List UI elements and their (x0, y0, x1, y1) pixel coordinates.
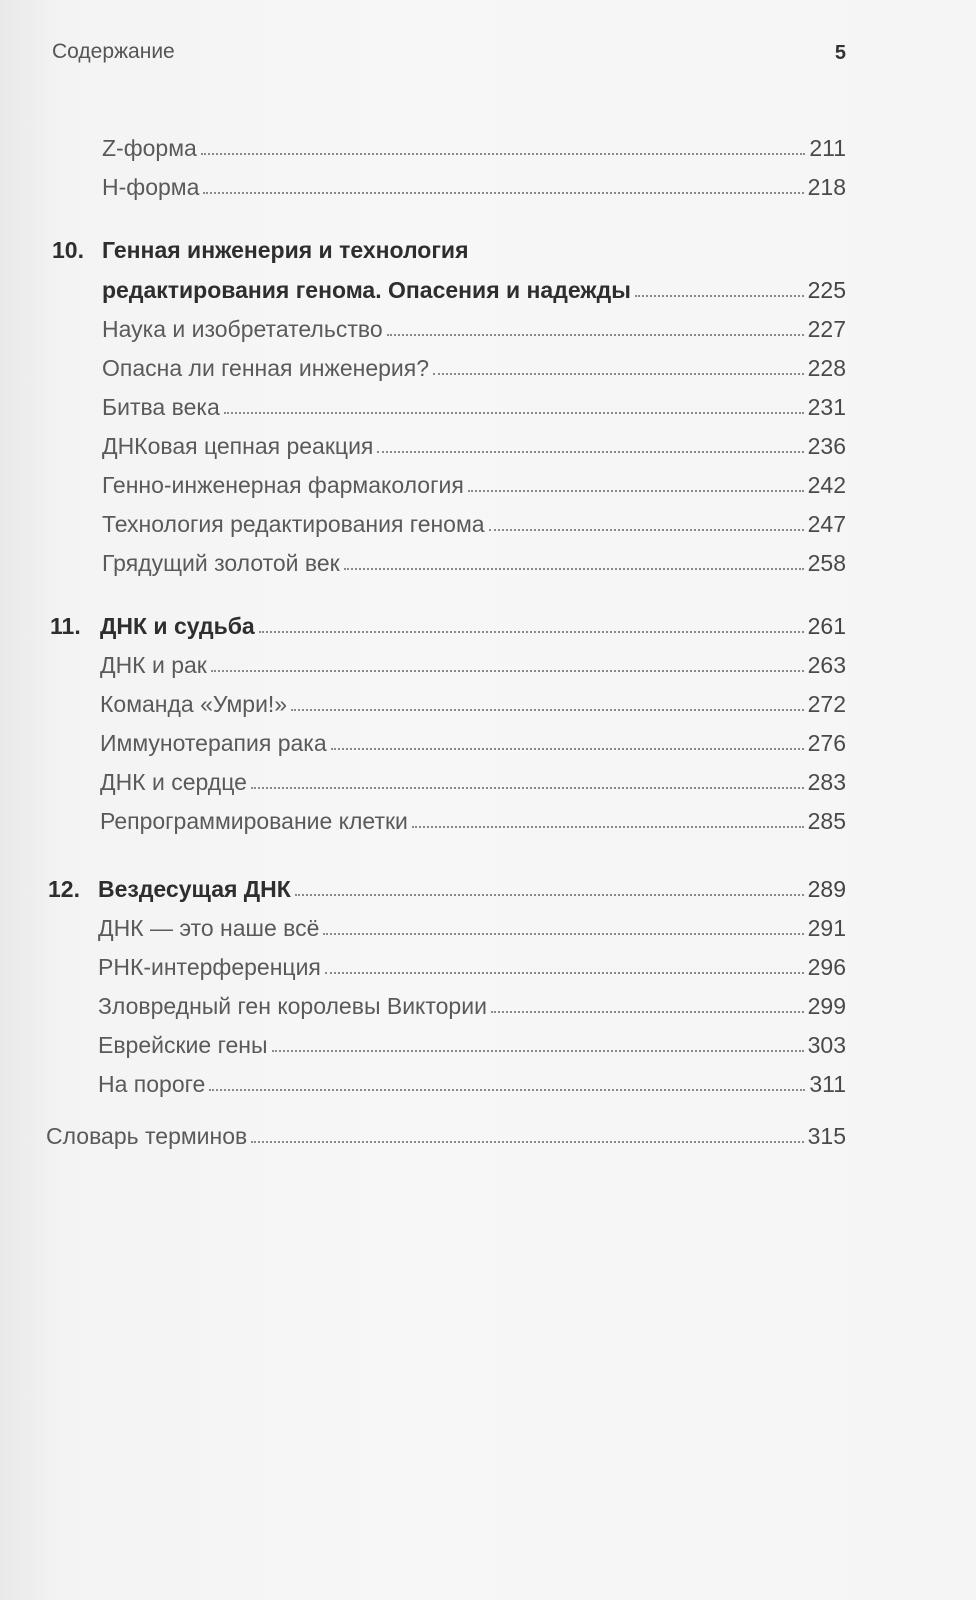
toc-entry[interactable] (100, 684, 846, 718)
dot-leader (259, 631, 804, 633)
toc-entry[interactable] (98, 947, 846, 981)
toc-entry-page: 311 (809, 1071, 846, 1097)
dot-leader (272, 1050, 804, 1052)
toc-entry-title: Битва века (102, 394, 220, 420)
toc-entry[interactable] (102, 504, 846, 538)
toc-entry-page: 291 (807, 915, 846, 941)
dot-leader (295, 894, 804, 896)
toc-entry[interactable] (102, 387, 846, 421)
toc-entry[interactable] (102, 309, 846, 343)
toc-entry[interactable] (102, 426, 846, 460)
dot-leader (325, 972, 804, 974)
toc-chapter-title: редактирования генома. Опасения и надежды (102, 277, 631, 303)
toc-entry-page: 225 (807, 277, 846, 303)
chapter-number: 10. (52, 237, 84, 263)
toc-entry-title: Наука и изобретательство (102, 316, 383, 342)
dot-leader (489, 529, 804, 531)
toc-entry-page: 242 (807, 472, 846, 498)
toc-entry-page: 258 (807, 550, 846, 576)
dot-leader (635, 295, 804, 297)
toc-entry-page: 227 (807, 316, 846, 342)
dot-leader (491, 1011, 804, 1013)
toc-entry-title: Еврейские гены (98, 1032, 268, 1058)
chapter-number: 11. (50, 613, 81, 639)
toc-entry-page: 315 (807, 1123, 846, 1149)
toc-entry[interactable] (100, 801, 846, 835)
toc-chapter-entry[interactable] (98, 869, 846, 903)
toc-entry[interactable] (98, 1064, 846, 1098)
toc-entry-title: Словарь терминов (46, 1123, 248, 1149)
toc-entry-title: Репрограммирование клетки (100, 808, 408, 834)
dot-leader (251, 1141, 803, 1143)
toc-entry-title: Н-форма (102, 174, 200, 200)
toc-entry[interactable] (102, 348, 846, 382)
toc-entry[interactable] (100, 723, 846, 757)
dot-leader (331, 748, 804, 750)
header-title: Содержание (52, 40, 175, 63)
dot-leader (224, 412, 804, 414)
toc-entry[interactable] (102, 128, 846, 162)
chapter-title-line: Генная инженерия и технология (102, 237, 469, 263)
toc-entry-page: 247 (807, 511, 846, 537)
toc-entry-glossary[interactable] (46, 1116, 846, 1150)
toc-entry-title: Грядущий золотой век (102, 550, 340, 576)
toc-entry-page: 289 (807, 876, 846, 902)
toc-entry[interactable] (100, 645, 846, 679)
toc-entry-title: ДНК и рак (100, 652, 207, 678)
toc-entry[interactable] (102, 167, 846, 201)
toc-entry[interactable] (98, 908, 846, 942)
toc-chapter-title: Вездесущая ДНК (98, 876, 291, 902)
toc-entry-page: 228 (807, 355, 846, 381)
toc-entry[interactable] (102, 465, 846, 499)
dot-leader (323, 933, 803, 935)
toc-entry-title: Опасна ли генная инженерия? (102, 355, 429, 381)
dot-leader (203, 192, 803, 194)
dot-leader (211, 670, 804, 672)
toc-entry-page: 218 (807, 174, 846, 200)
toc-chapter-entry[interactable] (100, 606, 846, 640)
dot-leader (201, 153, 806, 155)
toc-entry-title: ДНКовая цепная реакция (102, 433, 374, 459)
toc-entry-title: На пороге (98, 1071, 206, 1097)
running-header (52, 40, 846, 70)
toc-entry[interactable] (98, 1025, 846, 1059)
toc-entry-page: 303 (807, 1032, 846, 1058)
dot-leader (251, 787, 804, 789)
toc-entry-page: 296 (807, 954, 846, 980)
dot-leader (412, 826, 804, 828)
toc-entry-page: 231 (807, 394, 846, 420)
dot-leader (344, 568, 804, 570)
toc-entry-title: Зловредный ген королевы Виктории (98, 993, 487, 1019)
toc-entry-page: 276 (807, 730, 846, 756)
toc-entry-title: ДНК — это наше всё (98, 915, 320, 941)
toc-entry-page: 272 (807, 691, 846, 717)
header-page-number: 5 (834, 42, 846, 64)
toc-entry-title: Иммунотерапия рака (100, 730, 327, 756)
toc-chapter-entry[interactable] (102, 270, 846, 304)
toc-entry-title: Генно-инженерная фармакология (102, 472, 464, 498)
toc-entry-title: Команда «Умри!» (100, 691, 288, 717)
dot-leader (209, 1089, 805, 1091)
dot-leader (468, 490, 804, 492)
toc-chapter-title: ДНК и судьба (100, 613, 255, 639)
toc-entry-title: ДНК и сердце (100, 769, 247, 795)
toc-entry-title: Z-форма (102, 135, 197, 161)
toc-entry[interactable] (100, 762, 846, 796)
toc-entry-page: 283 (807, 769, 846, 795)
dot-leader (291, 709, 804, 711)
toc-entry[interactable] (98, 986, 846, 1020)
chapter-number: 12. (48, 876, 80, 902)
toc-entry-title: Технология редактирования генома (102, 511, 485, 537)
toc-entry-page: 211 (809, 135, 846, 161)
toc-entry-page: 263 (807, 652, 846, 678)
toc-entry[interactable] (102, 543, 846, 577)
toc-entry-page: 299 (807, 993, 846, 1019)
toc-entry-title: РНК-интерференция (98, 954, 321, 980)
toc-entry-page: 261 (807, 613, 846, 639)
dot-leader (387, 334, 804, 336)
toc-entry-page: 236 (807, 433, 846, 459)
toc-entry-page: 285 (807, 808, 846, 834)
dot-leader (377, 451, 803, 453)
dot-leader (433, 373, 804, 375)
